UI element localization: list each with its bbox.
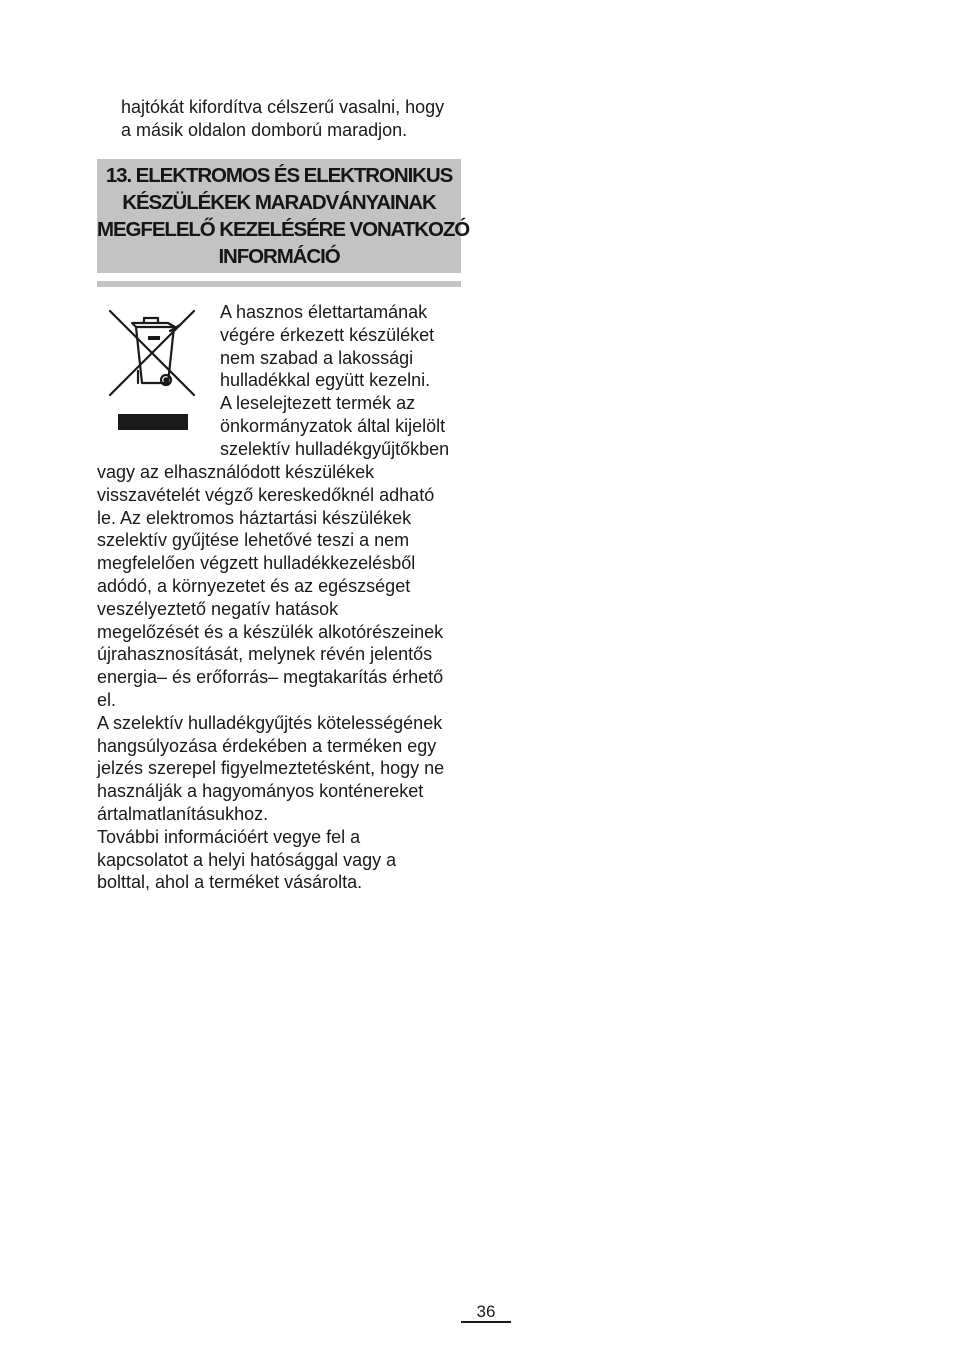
text-line: végére érkezett készüléket (220, 324, 435, 345)
text-line: megfelelően végzett hulladékkezelésből (97, 553, 416, 574)
intro-line: hajtókát kifordítva célszerű vasalni, hogy (121, 97, 445, 117)
text-line: További információért vegye fel a (97, 826, 361, 847)
text-line: bolttal, ahol a terméket vásárolta. (97, 872, 363, 893)
heading-divider (97, 281, 461, 287)
text-line: adódó, a környezetet és az egészséget (97, 575, 411, 596)
page-number-underline (461, 1321, 511, 1323)
text-line: A leselejtezett termék az (220, 393, 416, 414)
text-line: nem szabad a lakossági (220, 347, 414, 368)
heading-line: 13. ELEKTROMOS ÉS ELEKTRONIKUS (105, 164, 453, 187)
text-line: vagy az elhasználódott készülékek (97, 462, 375, 482)
text-line: szelektív hulladékgyűjtőkben (220, 438, 450, 459)
crossed-out-wheelie-bin-icon (108, 305, 196, 435)
intro-line: a másik oldalon domború maradjon. (121, 119, 408, 140)
heading-line: KÉSZÜLÉKEK MARADVÁNYAINAK (122, 191, 436, 214)
text-line: kapcsolatot a helyi hatósággal vagy a (97, 849, 397, 870)
heading-line: INFORMÁCIÓ (218, 245, 340, 268)
text-line: energia– és erőforrás– megtakarítás érhető (97, 667, 444, 688)
text-line: használják a hagyományos konténereket (97, 781, 424, 802)
text-line: önkormányzatok által kijelölt (220, 415, 446, 436)
heading-line: MEGFELELŐ KEZELÉSÉRE VONATKOZÓ (97, 218, 470, 241)
text-line: jelzés szerepel figyelmeztetésként, hogy ne (97, 758, 445, 779)
wrapped-paragraph (220, 301, 460, 461)
text-line: A szelektív hulladékgyűjtés kötelességének (97, 712, 443, 733)
text-line: visszavételét végző kereskedőknél adható (97, 484, 435, 505)
intro-paragraph (121, 96, 466, 142)
text-line: el. (97, 689, 117, 710)
text-line: le. Az elektromos háztartási készülékek (97, 507, 412, 528)
text-line: szelektív gyűjtése lehetővé teszi a nem (97, 530, 410, 551)
text-line: ártalmatlanításukhoz. (97, 803, 269, 824)
text-line: újrahasznosítását, melynek révén jelentős (97, 644, 433, 665)
text-line: hulladékkal együtt kezelni. (220, 370, 431, 391)
text-line: hangsúlyozása érdekében a terméken egy (97, 735, 437, 756)
text-line: veszélyeztető negatív hatások (97, 598, 339, 619)
text-line: A hasznos élettartamának (220, 302, 428, 322)
page-number: 36 (476, 1302, 496, 1321)
text-line: megelőzését és a készülék alkotórészeinek (97, 621, 444, 642)
body-paragraph (97, 461, 461, 894)
section-heading (97, 159, 470, 273)
